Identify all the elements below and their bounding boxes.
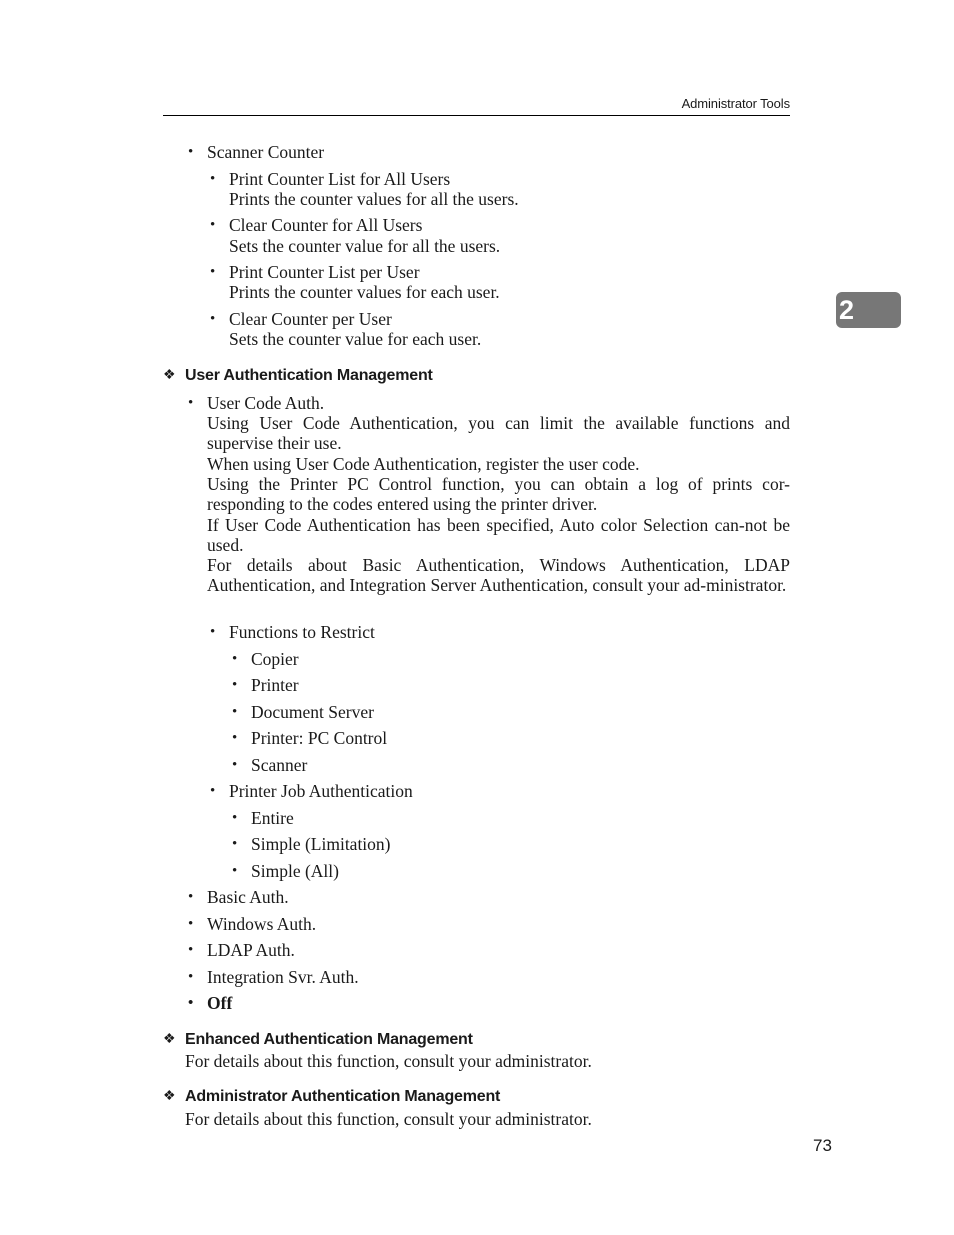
bullet-icon: • bbox=[188, 395, 194, 411]
list-item: Simple (All) bbox=[251, 861, 339, 881]
list-item-label: Print Counter List per User bbox=[229, 262, 420, 282]
bullet-icon: • bbox=[210, 264, 216, 280]
list-item-label: Print Counter List for All Users bbox=[229, 169, 451, 189]
bullet-icon: • bbox=[188, 144, 194, 160]
list-item-desc: Prints the counter values for each user. bbox=[229, 282, 500, 302]
bullet-icon: • bbox=[232, 810, 238, 826]
bullet-icon: • bbox=[188, 916, 194, 932]
bullet-icon: • bbox=[188, 942, 194, 958]
section-heading: Enhanced Authentication Management bbox=[185, 1031, 473, 1048]
list-item: Windows Auth. bbox=[207, 914, 317, 934]
bullet-icon: • bbox=[232, 863, 238, 879]
list-item: Basic Auth. bbox=[207, 887, 289, 907]
user-code-paragraph: When using User Code Authentication, register the user code. bbox=[207, 454, 640, 474]
bullet-icon: • bbox=[188, 969, 194, 985]
chapter-tab: 2 bbox=[836, 292, 901, 328]
header-title: Administrator Tools bbox=[681, 96, 790, 111]
bullet-icon: • bbox=[232, 730, 238, 746]
bullet-icon: • bbox=[210, 624, 216, 640]
list-item: Printer bbox=[251, 675, 299, 695]
section-text: For details about this function, consult your administrator. bbox=[185, 1051, 592, 1071]
list-item-desc: Prints the counter values for all the users. bbox=[229, 189, 519, 209]
section-text: For details about this function, consult your administrator. bbox=[185, 1109, 592, 1129]
user-code-paragraph: For details about Basic Authentication, Windows Authentication, LDAP Authentication, and Integration Server Authentication, consult your ad-ministrator. bbox=[207, 555, 790, 595]
list-item: Simple (Limitation) bbox=[251, 834, 391, 854]
bullet-icon: • bbox=[210, 311, 216, 327]
diamond-bullet-icon: ❖ bbox=[163, 1032, 176, 1047]
diamond-bullet-icon: ❖ bbox=[163, 368, 176, 383]
list-item-desc: Sets the counter value for each user. bbox=[229, 329, 482, 349]
bullet-icon: • bbox=[210, 217, 216, 233]
section-heading: User Authentication Management bbox=[185, 367, 433, 384]
list-item: Printer: PC Control bbox=[251, 728, 388, 748]
bullet-icon: • bbox=[188, 995, 194, 1011]
list-item: LDAP Auth. bbox=[207, 940, 295, 960]
user-code-paragraph: Using User Code Authentication, you can limit the available functions and supervise their use. bbox=[207, 413, 790, 453]
bullet-icon: • bbox=[232, 651, 238, 667]
list-item-label: Clear Counter for All Users bbox=[229, 215, 423, 235]
user-code-auth-label: User Code Auth. bbox=[207, 393, 325, 413]
section-heading: Administrator Authentication Management bbox=[185, 1088, 501, 1105]
bullet-icon: • bbox=[210, 783, 216, 799]
list-item-desc: Sets the counter value for all the users. bbox=[229, 236, 501, 256]
list-item: Scanner bbox=[251, 755, 308, 775]
bullet-icon: • bbox=[188, 889, 194, 905]
list-item: Copier bbox=[251, 649, 299, 669]
user-code-paragraph: If User Code Authentication has been specified, Auto color Selection can-not be used. bbox=[207, 515, 790, 555]
diamond-bullet-icon: ❖ bbox=[163, 1089, 176, 1104]
bullet-icon: • bbox=[210, 171, 216, 187]
page-number: 73 bbox=[813, 1136, 832, 1155]
printer-job-auth-label: Printer Job Authentication bbox=[229, 781, 413, 801]
list-item-label: Clear Counter per User bbox=[229, 309, 392, 329]
list-item: Entire bbox=[251, 808, 294, 828]
user-code-paragraph: Using the Printer PC Control function, you can obtain a log of prints cor-responding to the codes entered using the printer driver. bbox=[207, 474, 790, 514]
scanner-counter-label: Scanner Counter bbox=[207, 142, 325, 162]
functions-to-restrict-label: Functions to Restrict bbox=[229, 622, 375, 642]
bullet-icon: • bbox=[232, 757, 238, 773]
bullet-icon: • bbox=[232, 677, 238, 693]
bullet-icon: • bbox=[232, 704, 238, 720]
bullet-icon: • bbox=[232, 836, 238, 852]
list-item: Document Server bbox=[251, 702, 374, 722]
list-item: Integration Svr. Auth. bbox=[207, 967, 359, 987]
list-item-default: Off bbox=[207, 993, 233, 1013]
running-header bbox=[163, 96, 790, 116]
